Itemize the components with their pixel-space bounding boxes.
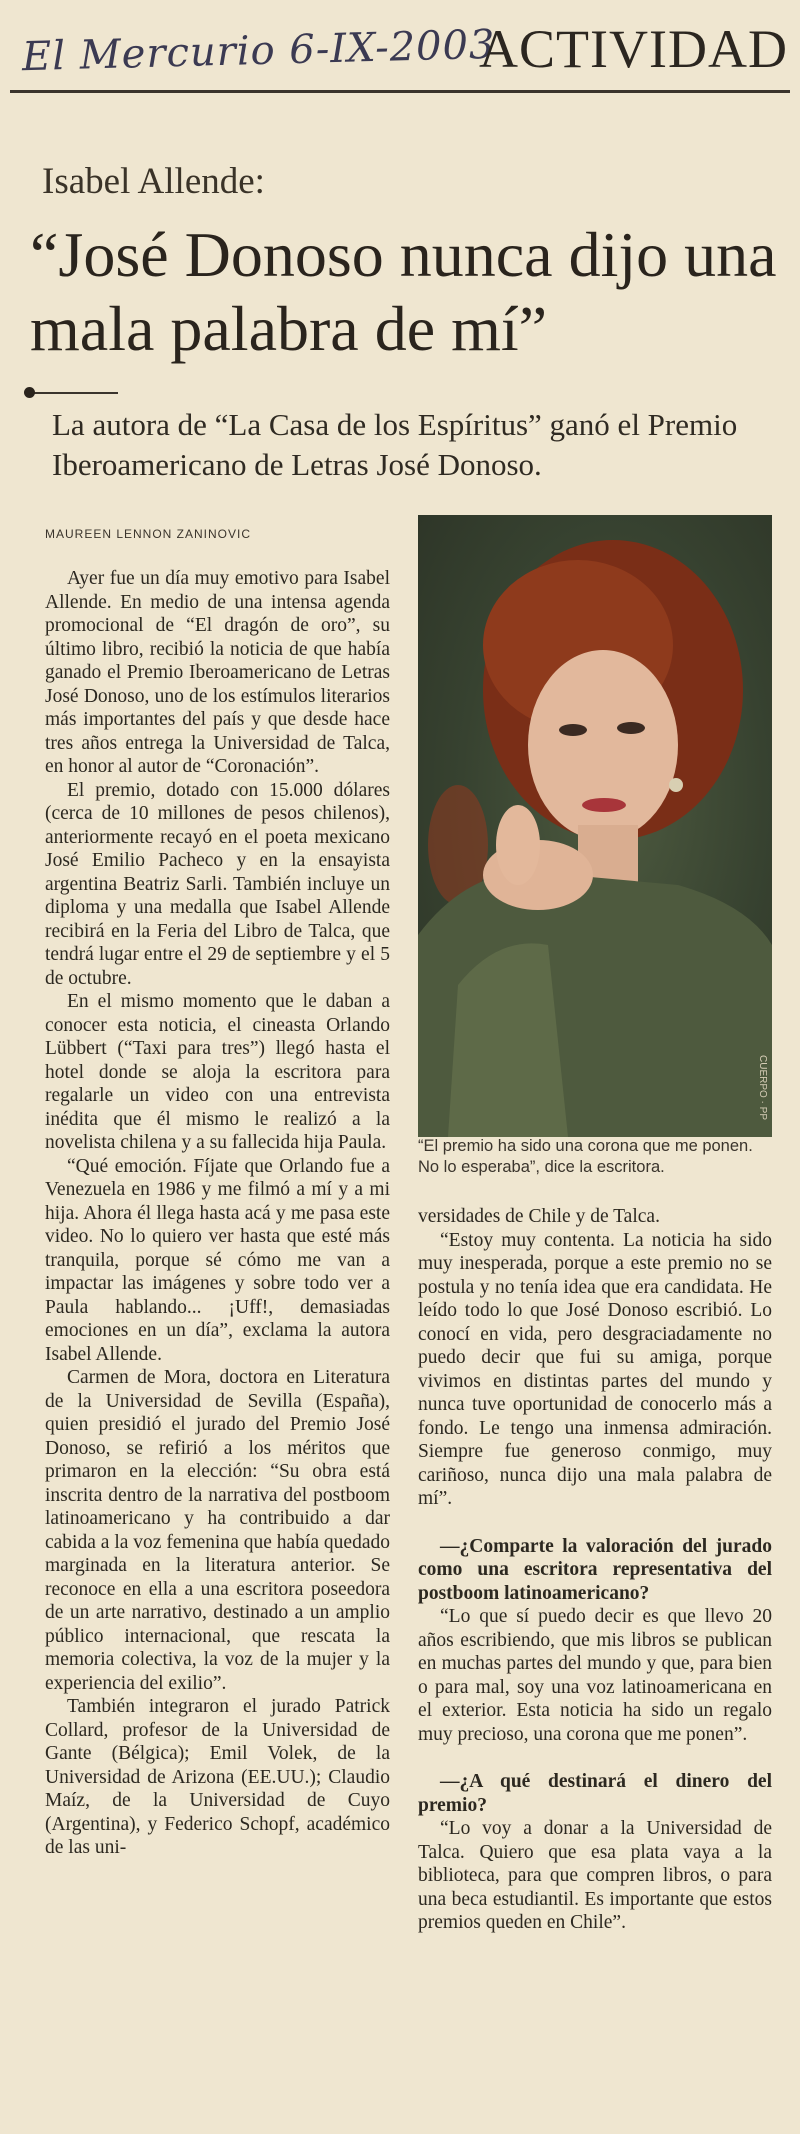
article-headline: “José Donoso nunca dijo una mala palabra de mí” xyxy=(30,219,777,364)
paragraph: Carmen de Mora, doctora en Literatura de la Universidad de Sevilla (España), quien presidió el jurado del Premio José Donoso, se refirió a los méritos que primaron en la elección: “Su obra está inscrita dentro de la narrativa del postboom latinoamericano y ha contribuido a dar cabida a la voz femenina que había quedado marginada en la literatura anterior. Se reconoce en ella a una escritora poseedora de un arte narrativo, destinado a un amplio público internacional, que rescata la memoria colectiva, la voz de la mujer y la experiencia del exilio”. xyxy=(45,1367,390,1694)
paragraph: También integraron el jurado Patrick Collard, profesor de la Universidad de Gante (Bélgica); Emil Volek, de la Universidad de Arizona (EE.UU.); Claudio Maíz, de la Universidad de Cuyo (Argentina), y Federico Schopf, académico de las uni- xyxy=(45,1696,390,1858)
deck-rule xyxy=(28,392,118,394)
paragraph: En el mismo momento que le daban a conocer esta noticia, el cineasta Orlando Lübbert (“Taxi para tres”) llegó hasta el hotel donde se aloja la escritora para regalarle un video con una entrevista inédita que él mismo le realizó a la novelista chilena y a su fallecida hija Paula. xyxy=(45,991,390,1153)
interview-answer: “Lo que sí puedo decir es que llevo 20 años escribiendo, que mis libros se publican en muchas partes del mundo y que, para bien o para mal, soy una voz latinoamericana en el exterior. Esta noticia ha sido un regalo muy precioso, una corona que me ponen”. xyxy=(418,1606,772,1745)
portrait-illustration xyxy=(418,515,772,1137)
photo-caption: “El premio ha sido una corona que me ponen. No lo esperaba”, dice la escritora. xyxy=(418,1137,753,1176)
paragraph: Ayer fue un día muy emotivo para Isabel Allende. En medio de una intensa agenda promocional de “El dragón de oro”, su último libro, recibió la noticia de que había ganado el Premio Iberoamericano de Letras José Donoso, uno de los estímulos literarios más importantes del país y que desde hace tres años entrega la Universidad de Talca, en honor al autor de “Coronación”. xyxy=(45,568,390,777)
interview-answer: “Lo voy a donar a la Universidad de Talca. Quiero que esa plata vaya a la biblioteca, para que compren libros, o para una beca estudiantil. Es importante que estos premios queden en Chile”. xyxy=(418,1818,772,1933)
author-photo xyxy=(418,515,772,1137)
article-deck: La autora de “La Casa de los Espíritus” ganó el Premio Iberoamericano de Letras José Donoso. xyxy=(52,407,738,482)
article-column-1 xyxy=(45,567,390,1860)
handwritten-note: El Mercurio 6-IX-2003 xyxy=(21,21,496,81)
interview-question: —¿Comparte la valoración del jurado como una escritora representativa del postboom latinoamericano? xyxy=(418,1535,772,1604)
header-rule xyxy=(10,90,790,93)
deck-bullet xyxy=(24,387,35,398)
photo-credit: CUERPO · PP xyxy=(757,1055,768,1121)
byline: MAUREEN LENNON ZANINOVIC xyxy=(45,527,252,541)
paragraph: El premio, dotado con 15.000 dólares (cerca de 10 millones de pesos chilenos), anteriormente recayó en el poeta mexicano José Emilio Pacheco y en la ensayista argentina Beatriz Sarli. También incluye un diploma y una medalla que Isabel Allende recibirá en la Feria del Libro de Talca, que tendrá lugar entre el 29 de septiembre y el 5 de octubre. xyxy=(45,779,390,989)
article-column-2 xyxy=(418,1205,772,1935)
page-header xyxy=(0,0,800,95)
interview-question: —¿A qué destinará el dinero del premio? xyxy=(418,1771,772,1816)
paragraph: versidades de Chile y de Talca. xyxy=(418,1206,660,1227)
paragraph: “Qué emoción. Fíjate que Orlando fue a Venezuela en 1986 y me filmó a mí y a mi hija. Ahora él llega hasta acá y me pasa este video. No lo quiero ver hasta que esté más tranquila, porque sé cómo me van a impactar las imágenes y sobre todo ver a Paula hablando... ¡Uff!, demasiadas emociones en un día”, exclama la autora Isabel Allende. xyxy=(45,1155,390,1365)
paragraph: “Estoy muy contenta. La noticia ha sido muy inesperada, porque a este premio no se postula y no tenía idea que era candidata. He leído todo lo que José Donoso escribió. Lo conocí en vida, pero desgraciadamente no puedo decir que fui su amiga, porque vivimos en distintas partes del mundo y nunca tuve oportunidad de conocerlo más a fondo. Le tengo una inmensa admiración. Siempre fue generoso conmigo, muy cariñoso, nunca dijo una mala palabra de mí”. xyxy=(418,1229,772,1509)
article-kicker: Isabel Allende: xyxy=(42,161,265,202)
section-label: ACTIVIDAD xyxy=(479,19,788,79)
